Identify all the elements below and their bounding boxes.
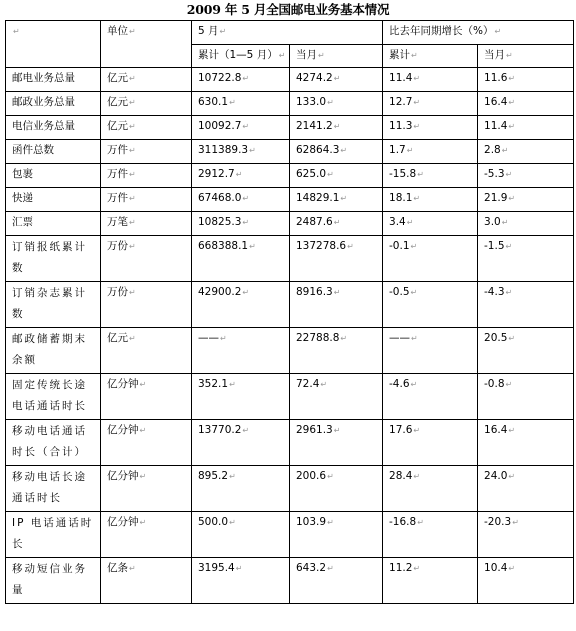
- cumulative-value: 500.0: [198, 516, 229, 528]
- cumulative-value: 10825.3: [198, 216, 242, 228]
- paragraph-mark-icon: ↵: [340, 146, 348, 155]
- table-row: [6, 68, 574, 92]
- item-name: 订销杂志累计数: [12, 287, 87, 320]
- paragraph-mark-icon: ↵: [501, 218, 509, 227]
- cumulative-value-cell: [192, 116, 290, 140]
- paragraph-mark-icon: ↵: [327, 472, 334, 481]
- cumulative-value-cell: [192, 140, 290, 164]
- month-value-cell: [290, 188, 383, 212]
- cumulative-value-cell: [192, 212, 290, 236]
- paragraph-mark-icon: ↵: [417, 518, 424, 527]
- paragraph-mark-icon: ↵: [508, 426, 516, 435]
- growth-month: -1.5: [484, 240, 505, 252]
- unit: 万件: [107, 192, 128, 204]
- growth-cumulative-cell: [383, 374, 478, 420]
- month-value: 72.4: [296, 378, 320, 390]
- paragraph-mark-icon: ↵: [242, 218, 250, 227]
- paragraph-mark-icon: ↵: [508, 122, 516, 131]
- paragraph-mark-icon: ↵: [410, 288, 418, 297]
- paragraph-mark-icon: ↵: [413, 98, 421, 107]
- paragraph-mark-icon: ↵: [327, 564, 334, 573]
- growth-cumulative: 18.1: [389, 192, 413, 204]
- paragraph-mark-icon: ↵: [508, 564, 516, 573]
- page-title: 2009 年 5 月全国邮电业务基本情况: [186, 2, 390, 17]
- growth-month: 16.4: [484, 424, 508, 436]
- growth-cumulative-cell: [383, 328, 478, 374]
- cumulative-value-cell: [192, 282, 290, 328]
- month-value-cell: [290, 282, 383, 328]
- cumulative-value: 10092.7: [198, 120, 242, 132]
- paragraph-mark-icon: ↵: [229, 518, 236, 527]
- table-row: [6, 328, 574, 374]
- paragraph-mark-icon: ↵: [501, 146, 509, 155]
- statistics-table: [5, 20, 574, 604]
- table-row: [6, 374, 574, 420]
- growth-cumulative-cell: [383, 512, 478, 558]
- month-value-cell: [290, 558, 383, 604]
- month-value: 2487.6: [296, 216, 333, 228]
- paragraph-mark-icon: ↵: [505, 242, 513, 251]
- growth-cumulative: -0.5: [389, 286, 410, 298]
- growth-cumulative: -15.8: [389, 168, 417, 180]
- paragraph-mark-icon: ↵: [327, 98, 334, 107]
- unit-cell: [101, 558, 192, 604]
- growth-cumulative-cell: [383, 558, 478, 604]
- month-value: 14829.1: [296, 192, 340, 204]
- item-name: 快递: [12, 192, 33, 204]
- unit: 亿分钟: [107, 516, 139, 528]
- growth-month: 24.0: [484, 470, 508, 482]
- cumulative-value: 895.2: [198, 470, 229, 482]
- month-value-cell: [290, 374, 383, 420]
- paragraph-mark-icon: ↵: [327, 518, 334, 527]
- table-row: [6, 92, 574, 116]
- paragraph-mark-icon: ↵: [410, 380, 418, 389]
- paragraph-mark-icon: ↵: [129, 564, 136, 573]
- month-value: 4274.2: [296, 72, 333, 84]
- paragraph-mark-icon: ↵: [220, 334, 227, 343]
- month-value: 103.9: [296, 516, 327, 528]
- unit: 万份: [107, 240, 128, 252]
- unit: 万件: [107, 144, 128, 156]
- paragraph-mark-icon: ↵: [129, 194, 136, 203]
- unit: 亿元: [107, 72, 128, 84]
- growth-cumulative-cell: [383, 164, 478, 188]
- paragraph-mark-icon: ↵: [508, 98, 516, 107]
- unit-cell: [101, 466, 192, 512]
- month-value-cell: [290, 68, 383, 92]
- header-growth-group: 比去年同期增长（%）↵: [383, 21, 574, 45]
- month-value: 643.2: [296, 562, 327, 574]
- unit: 亿元: [107, 96, 128, 108]
- paragraph-mark-icon: ↵: [129, 242, 136, 251]
- unit: 亿元: [107, 332, 128, 344]
- paragraph-mark-icon: ↵: [229, 472, 236, 481]
- paragraph-mark-icon: ↵: [505, 288, 513, 297]
- cumulative-value-cell: [192, 558, 290, 604]
- growth-cumulative: -4.6: [389, 378, 410, 390]
- item-name-cell: [6, 236, 101, 282]
- unit: 亿分钟: [107, 378, 139, 390]
- paragraph-mark-icon: ↵: [242, 74, 250, 83]
- paragraph-mark-icon: ↵: [235, 564, 243, 573]
- table-row: [6, 466, 574, 512]
- month-value-cell: [290, 466, 383, 512]
- growth-cumulative-cell: [383, 420, 478, 466]
- unit-cell: [101, 92, 192, 116]
- item-name: 订销报纸累计数: [12, 241, 87, 274]
- paragraph-mark-icon: ↵: [508, 74, 516, 83]
- header-cumulative: 累计（1—5 月）↵: [192, 45, 290, 68]
- paragraph-mark-icon: ↵: [333, 288, 341, 297]
- growth-cumulative-cell: [383, 282, 478, 328]
- unit: 亿分钟: [107, 424, 139, 436]
- paragraph-mark-icon: ↵: [139, 518, 147, 527]
- paragraph-mark-icon: ↵: [129, 98, 136, 107]
- unit-cell: [101, 236, 192, 282]
- cumulative-value: 67468.0: [198, 192, 242, 204]
- header-unit: 单位↵: [101, 21, 192, 68]
- item-name-cell: [6, 374, 101, 420]
- growth-month: 3.0: [484, 216, 501, 228]
- cumulative-value: 352.1: [198, 378, 229, 390]
- unit: 万件: [107, 168, 128, 180]
- table-row: [6, 188, 574, 212]
- paragraph-mark-icon: ↵: [333, 426, 341, 435]
- month-value: 2961.3: [296, 424, 333, 436]
- paragraph-mark-icon: ↵: [333, 74, 341, 83]
- cumulative-value: 10722.8: [198, 72, 242, 84]
- item-name-cell: [6, 420, 101, 466]
- paragraph-mark-icon: ↵: [411, 334, 418, 343]
- paragraph-mark-icon: ↵: [508, 194, 516, 203]
- item-name: 邮政储蓄期末余额: [12, 333, 87, 366]
- month-value-cell: [290, 236, 383, 282]
- cumulative-value-cell: [192, 92, 290, 116]
- unit: 亿条: [107, 562, 128, 574]
- growth-month-cell: [478, 512, 574, 558]
- table-row: [6, 420, 574, 466]
- paragraph-mark-icon: ↵: [242, 194, 250, 203]
- paragraph-mark-icon: ↵: [508, 472, 516, 481]
- paragraph-mark-icon: ↵: [505, 170, 513, 179]
- paragraph-mark-icon: ↵: [129, 218, 136, 227]
- header-blank-cell: ↵: [6, 21, 101, 68]
- cumulative-value-cell: [192, 164, 290, 188]
- unit-cell: [101, 374, 192, 420]
- item-name: 包裹: [12, 168, 33, 180]
- growth-cumulative: 12.7: [389, 96, 413, 108]
- growth-month-cell: [478, 374, 574, 420]
- month-value: 62864.3: [296, 144, 340, 156]
- table-row: [6, 236, 574, 282]
- table-row: [6, 140, 574, 164]
- item-name-cell: [6, 328, 101, 374]
- paragraph-mark-icon: ↵: [413, 122, 421, 131]
- paragraph-mark-icon: ↵: [242, 426, 250, 435]
- item-name-cell: [6, 282, 101, 328]
- growth-month-cell: [478, 466, 574, 512]
- item-name: 邮电业务总量: [12, 72, 75, 84]
- unit-cell: [101, 68, 192, 92]
- item-name-cell: [6, 558, 101, 604]
- paragraph-mark-icon: ↵: [129, 146, 136, 155]
- paragraph-mark-icon: ↵: [508, 334, 516, 343]
- growth-month: 2.8: [484, 144, 501, 156]
- unit-cell: [101, 512, 192, 558]
- growth-cumulative-cell: [383, 188, 478, 212]
- month-value: 8916.3: [296, 286, 333, 298]
- table-row: [6, 164, 574, 188]
- item-name: 汇票: [12, 216, 33, 228]
- month-value-cell: [290, 328, 383, 374]
- paragraph-mark-icon: ↵: [512, 518, 519, 527]
- item-name: 移动电话长途通话时长: [12, 471, 87, 504]
- item-name-cell: [6, 466, 101, 512]
- cumulative-value-cell: [192, 188, 290, 212]
- growth-month: -20.3: [484, 516, 512, 528]
- paragraph-mark-icon: ↵: [340, 194, 348, 203]
- paragraph-mark-icon: ↵: [333, 218, 341, 227]
- growth-month: 21.9: [484, 192, 508, 204]
- growth-month-cell: [478, 188, 574, 212]
- month-value: 133.0: [296, 96, 327, 108]
- paragraph-mark-icon: ↵: [139, 426, 147, 435]
- growth-month: -4.3: [484, 286, 505, 298]
- growth-month-cell: [478, 420, 574, 466]
- growth-month: 11.4: [484, 120, 508, 132]
- paragraph-mark-icon: ↵: [235, 170, 243, 179]
- growth-cumulative: 17.6: [389, 424, 413, 436]
- cumulative-value-cell: [192, 68, 290, 92]
- paragraph-mark-icon: ↵: [249, 242, 256, 251]
- header-growth-current-month: 当月↵: [478, 45, 574, 68]
- cumulative-value-cell: [192, 420, 290, 466]
- paragraph-mark-icon: ↵: [129, 170, 136, 179]
- item-name: 移动电话通话时长（合计）: [12, 425, 87, 458]
- growth-month-cell: [478, 116, 574, 140]
- cumulative-value-cell: [192, 466, 290, 512]
- month-value: 625.0: [296, 168, 327, 180]
- growth-month: -0.8: [484, 378, 505, 390]
- growth-cumulative-cell: [383, 92, 478, 116]
- growth-cumulative: -0.1: [389, 240, 410, 252]
- unit-cell: [101, 116, 192, 140]
- cumulative-value-cell: [192, 236, 290, 282]
- paragraph-mark-icon: ↵: [320, 380, 328, 389]
- growth-cumulative-cell: [383, 68, 478, 92]
- paragraph-mark-icon: ↵: [413, 426, 421, 435]
- growth-month-cell: [478, 558, 574, 604]
- growth-cumulative-cell: [383, 236, 478, 282]
- paragraph-mark-icon: ↵: [413, 74, 421, 83]
- cumulative-value: ——: [198, 332, 219, 344]
- growth-cumulative-cell: [383, 466, 478, 512]
- header-growth-cumulative: 累计↵: [383, 45, 478, 68]
- paragraph-mark-icon: ↵: [229, 98, 236, 107]
- paragraph-mark-icon: ↵: [139, 472, 147, 481]
- month-value-cell: [290, 512, 383, 558]
- cumulative-value: 311389.3: [198, 144, 249, 156]
- growth-cumulative-cell: [383, 116, 478, 140]
- paragraph-mark-icon: ↵: [406, 146, 414, 155]
- paragraph-mark-icon: ↵: [242, 122, 250, 131]
- growth-cumulative: 28.4: [389, 470, 413, 482]
- growth-month-cell: [478, 92, 574, 116]
- table-row: [6, 512, 574, 558]
- item-name-cell: [6, 68, 101, 92]
- paragraph-mark-icon: ↵: [505, 380, 513, 389]
- paragraph-mark-icon: ↵: [413, 564, 421, 573]
- growth-cumulative: 11.2: [389, 562, 413, 574]
- unit-cell: [101, 282, 192, 328]
- month-value-cell: [290, 116, 383, 140]
- cumulative-value: 630.1: [198, 96, 229, 108]
- growth-month-cell: [478, 164, 574, 188]
- cumulative-value-cell: [192, 512, 290, 558]
- growth-cumulative: -16.8: [389, 516, 417, 528]
- item-name: 邮政业务总量: [12, 96, 75, 108]
- unit-cell: [101, 140, 192, 164]
- growth-month-cell: [478, 212, 574, 236]
- table-row: [6, 116, 574, 140]
- paragraph-mark-icon: ↵: [413, 194, 421, 203]
- table-row: [6, 558, 574, 604]
- month-value: 200.6: [296, 470, 327, 482]
- growth-month: 20.5: [484, 332, 508, 344]
- item-name-cell: [6, 512, 101, 558]
- growth-cumulative: 1.7: [389, 144, 406, 156]
- paragraph-mark-icon: ↵: [327, 170, 334, 179]
- paragraph-mark-icon: ↵: [406, 218, 414, 227]
- paragraph-mark-icon: ↵: [129, 74, 136, 83]
- unit: 万笔: [107, 216, 128, 228]
- paragraph-mark-icon: ↵: [249, 146, 256, 155]
- month-value-cell: [290, 92, 383, 116]
- growth-cumulative: 3.4: [389, 216, 406, 228]
- month-value-cell: [290, 420, 383, 466]
- table-row: [6, 212, 574, 236]
- unit: 万份: [107, 286, 128, 298]
- unit-cell: [101, 212, 192, 236]
- paragraph-mark-icon: ↵: [417, 170, 424, 179]
- item-name-cell: [6, 92, 101, 116]
- month-value: 137278.6: [296, 240, 347, 252]
- paragraph-mark-icon: ↵: [129, 334, 136, 343]
- cumulative-value: 668388.1: [198, 240, 249, 252]
- paragraph-mark-icon: ↵: [139, 380, 147, 389]
- growth-cumulative: ——: [389, 332, 411, 344]
- item-name: 移动短信业务量: [12, 563, 87, 596]
- growth-cumulative-cell: [383, 140, 478, 164]
- growth-month: 16.4: [484, 96, 508, 108]
- header-month-group: 5 月↵: [192, 21, 383, 45]
- growth-month: -5.3: [484, 168, 505, 180]
- item-name: 电信业务总量: [12, 120, 75, 132]
- paragraph-mark-icon: ↵: [229, 380, 236, 389]
- unit-cell: [101, 164, 192, 188]
- month-value-cell: [290, 140, 383, 164]
- unit: 亿元: [107, 120, 128, 132]
- cumulative-value: 3195.4: [198, 562, 235, 574]
- paragraph-mark-icon: ↵: [410, 242, 418, 251]
- unit-cell: [101, 188, 192, 212]
- paragraph-mark-icon: ↵: [340, 334, 348, 343]
- growth-cumulative: 11.4: [389, 72, 413, 84]
- header-current-month: 当月↵: [290, 45, 383, 68]
- month-value: 22788.8: [296, 332, 340, 344]
- growth-cumulative: 11.3: [389, 120, 413, 132]
- month-value: 2141.2: [296, 120, 333, 132]
- paragraph-mark-icon: ↵: [333, 122, 341, 131]
- paragraph-mark-icon: ↵: [242, 288, 250, 297]
- paragraph-mark-icon: ↵: [129, 122, 136, 131]
- growth-month-cell: [478, 140, 574, 164]
- item-name: 固定传统长途电话通话时长: [12, 379, 87, 412]
- growth-month-cell: [478, 282, 574, 328]
- item-name-cell: [6, 212, 101, 236]
- growth-month: 10.4: [484, 562, 508, 574]
- unit: 亿分钟: [107, 470, 139, 482]
- paragraph-mark-icon: ↵: [413, 472, 421, 481]
- item-name-cell: [6, 140, 101, 164]
- growth-month: 11.6: [484, 72, 508, 84]
- item-name-cell: [6, 188, 101, 212]
- header-row-1: [6, 21, 574, 45]
- growth-cumulative-cell: [383, 212, 478, 236]
- growth-month-cell: [478, 236, 574, 282]
- item-name: IP 电话通话时长: [12, 517, 94, 550]
- cumulative-value: 42900.2: [198, 286, 242, 298]
- cumulative-value: 13770.2: [198, 424, 242, 436]
- month-value-cell: [290, 164, 383, 188]
- unit-cell: [101, 328, 192, 374]
- cumulative-value: 2912.7: [198, 168, 235, 180]
- item-name: 函件总数: [12, 144, 54, 156]
- paragraph-mark-icon: ↵: [129, 288, 136, 297]
- item-name-cell: [6, 116, 101, 140]
- table-row: [6, 282, 574, 328]
- growth-month-cell: [478, 328, 574, 374]
- cumulative-value-cell: [192, 374, 290, 420]
- unit-cell: [101, 420, 192, 466]
- cumulative-value-cell: [192, 328, 290, 374]
- item-name-cell: [6, 164, 101, 188]
- growth-month-cell: [478, 68, 574, 92]
- month-value-cell: [290, 212, 383, 236]
- paragraph-mark-icon: ↵: [347, 242, 354, 251]
